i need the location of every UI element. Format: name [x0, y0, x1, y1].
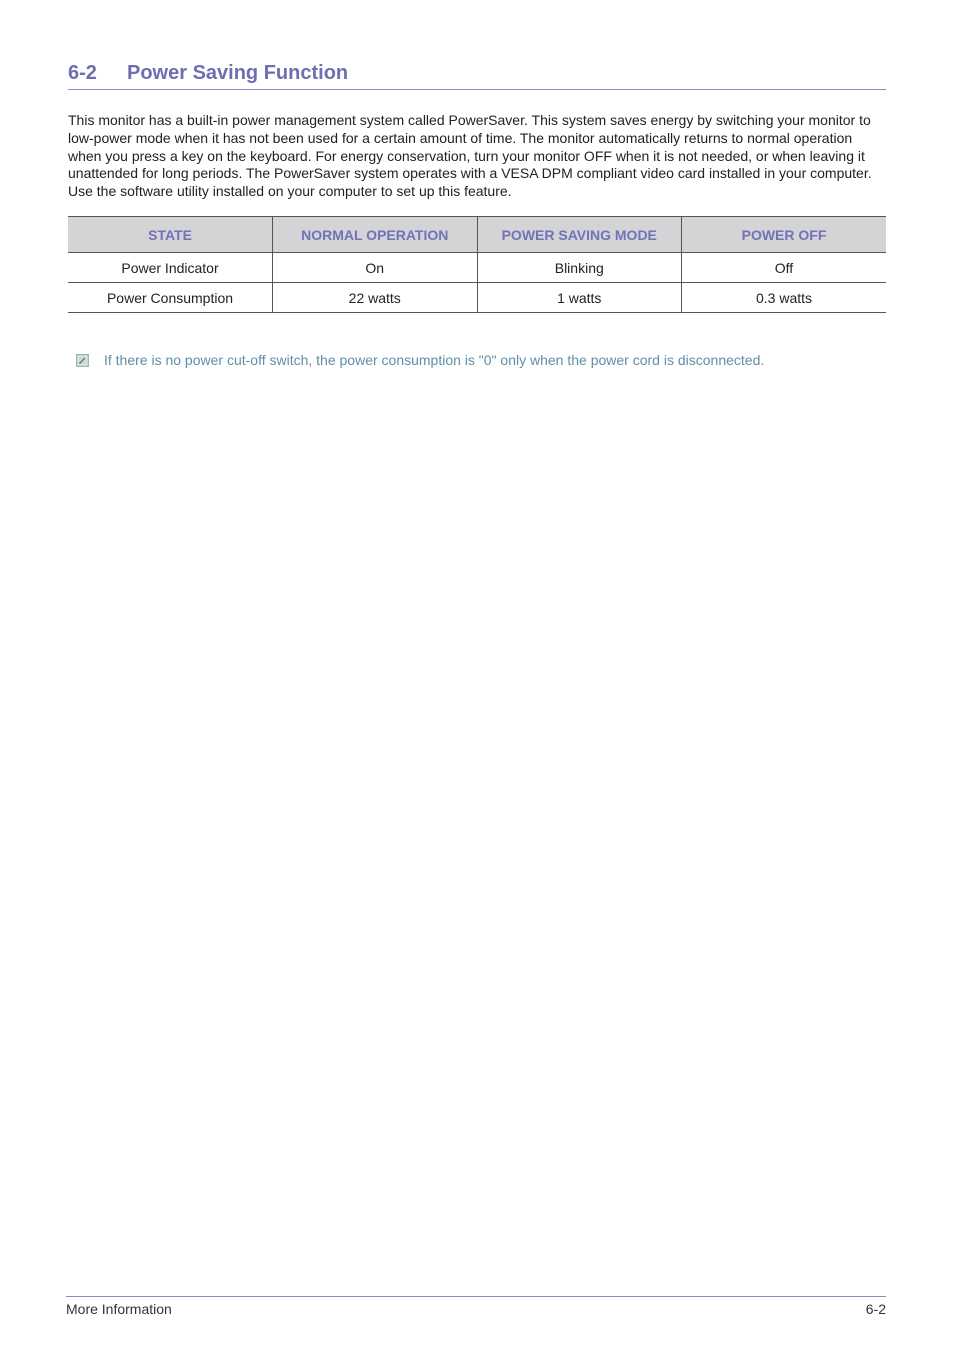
note-icon [76, 354, 89, 367]
table-header-row [68, 217, 886, 253]
table-cell: 22 watts [273, 283, 478, 313]
table-cell: 1 watts [477, 283, 682, 313]
intro-paragraph: This monitor has a built-in power management system called PowerSaver. This system saves energy by switching your monitor to low-power mode when it has not been used for a certain amount of time. The monitor automatically returns to normal operation when you press a key on the keyboard. For energy conservation, turn your monitor OFF when it is not needed, or when leaving it unattended for long periods. The PowerSaver system operates with a VESA DPM compliant video card installed in your computer. Use the software utility installed on your computer to set up this feature. [68, 112, 872, 200]
header-normal-operation: NORMAL OPERATION [273, 217, 478, 253]
page-number: 6-2 [865, 1301, 886, 1317]
header-state: STATE [68, 217, 273, 253]
section-number: 6-2 [68, 62, 97, 84]
table-cell: Power Consumption [68, 283, 273, 313]
section-heading [68, 62, 886, 90]
header-power-off: POWER OFF [682, 217, 887, 253]
table-row [68, 283, 886, 313]
note-text: If there is no power cut-off switch, the power consumption is "0" only when the power cord is disconnected. [104, 352, 765, 368]
power-saving-table [68, 216, 886, 313]
section-title: Power Saving Function [127, 62, 349, 84]
table-cell: On [273, 253, 478, 283]
table-row [68, 253, 886, 283]
table-cell: Power Indicator [68, 253, 273, 283]
table-cell: 0.3 watts [682, 283, 887, 313]
table-cell: Blinking [477, 253, 682, 283]
page-footer [66, 1296, 886, 1317]
footer-section-label: More Information [66, 1301, 172, 1317]
table-cell: Off [682, 253, 887, 283]
note [76, 352, 886, 368]
header-power-saving-mode: POWER SAVING MODE [477, 217, 682, 253]
